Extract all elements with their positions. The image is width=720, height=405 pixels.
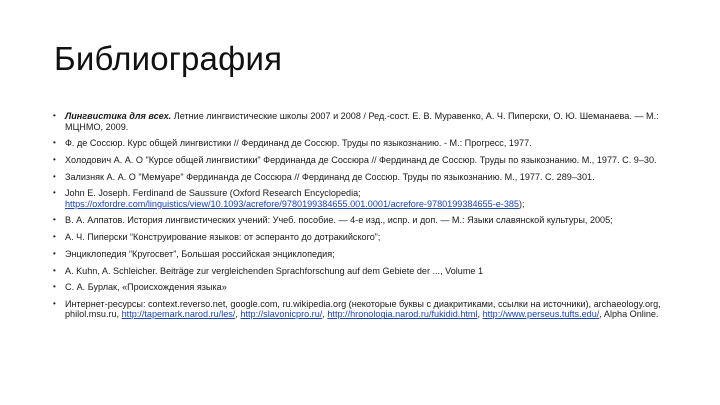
reference-text: А. Ч. Пиперски “Конструирование языков: от эсперанто до дотракийского”;	[65, 232, 381, 243]
oxford-link[interactable]: https://oxfordre.com/linguistics/view/10.1093/acrefore/9780199384655.001.0001/acrefore-9780199384655-e-385	[65, 198, 519, 209]
bullet-icon: •	[53, 154, 56, 164]
reference-tail: , Alpha Online.	[599, 309, 659, 320]
bullet-icon: •	[53, 111, 56, 120]
list-item	[53, 138, 683, 149]
reference-text	[65, 188, 683, 209]
reference-text	[65, 111, 683, 132]
slavonicpro-link[interactable]: http://slavonicpro.ru/	[240, 309, 323, 320]
bullet-icon: •	[53, 188, 56, 198]
reference-title: Лингвистика для всех.	[65, 111, 172, 121]
separator: ,	[235, 309, 241, 320]
bullet-icon: •	[53, 215, 56, 225]
list-item	[53, 172, 683, 183]
bullet-icon: •	[53, 232, 56, 242]
list-item	[53, 282, 683, 293]
slide-title: Библиография	[54, 40, 283, 77]
reference-details: John E. Joseph. Ferdinand de Saussure (Oxford Research Encyclopedia;	[65, 188, 361, 199]
list-item	[53, 111, 683, 132]
hronologia-link[interactable]: http://hronologia.narod.ru/fukidid.html	[327, 309, 478, 320]
bullet-icon: •	[53, 265, 56, 275]
list-item	[53, 232, 683, 243]
bullet-icon: •	[53, 298, 56, 308]
list-item	[53, 249, 683, 260]
bullet-icon: •	[53, 171, 56, 181]
perseus-link[interactable]: http://www.perseus.tufts.edu/	[482, 309, 600, 320]
bullet-icon: •	[53, 248, 56, 258]
bullet-icon: •	[53, 138, 56, 148]
list-item	[53, 215, 683, 226]
reference-text: Холодович А. А. О "Курсе общей лингвистики" Фердинанда де Соссюра // Фердинанд де Соссюр. Труды по языкознанию. М., 1977. С. 9–30.	[65, 154, 657, 165]
list-item	[53, 299, 683, 320]
reference-text: A. Kuhn, A. Schleicher. Beiträge zur vergleichenden Sprachforschung auf dem Gebiete der ..., Volume 1	[65, 265, 484, 276]
separator: ,	[477, 309, 483, 320]
separator: ,	[322, 309, 328, 320]
reference-text: Зализняк А. А. О "Мемуаре" Фердинанда де Соссюра // Фердинанд де Соссюр. Труды по языкознанию. М., 1977. С. 289–301.	[65, 171, 595, 182]
list-item	[53, 155, 683, 166]
list-item	[53, 266, 683, 277]
tapemark-link[interactable]: http://tapemark.narod.ru/les/	[121, 309, 236, 320]
reference-text: Энциклопедия “Кругосвет”, Большая российская энциклопедия;	[65, 248, 335, 259]
bibliography-list	[53, 111, 683, 326]
reference-text	[65, 299, 683, 320]
reference-tail: );	[519, 198, 525, 209]
reference-text: С. А. Бурлак, «Происхождения языка»	[65, 282, 227, 293]
bullet-icon: •	[53, 282, 56, 292]
reference-text: В. А. Алпатов. История лингвистических учений: Учеб. пособие. — 4-е изд., испр. и доп. — М.: Языки славянской культуры, 2005;	[65, 215, 613, 226]
reference-text: Ф. де Соссюр. Курс общей лингвистики // Фердинанд де Соссюр. Труды по языкознанию. - М.: Прогресс, 1977.	[65, 138, 532, 149]
list-item	[53, 188, 683, 209]
reference-details: Летние лингвистические школы 2007 и 2008 / Ред.-сост. Е. В. Муравенко, А. Ч. Пиперски, О. Ю. Шеманаева. — М.: МЦНМО, 2009.	[65, 111, 659, 132]
internet-resources-text: Интернет-ресурсы: context.reverso.net, google.com, ru.wikipedia.org (некоторые буквы с диакритиками, ссылки на источники), archaeology.org, philol.msu.ru,	[65, 298, 661, 320]
